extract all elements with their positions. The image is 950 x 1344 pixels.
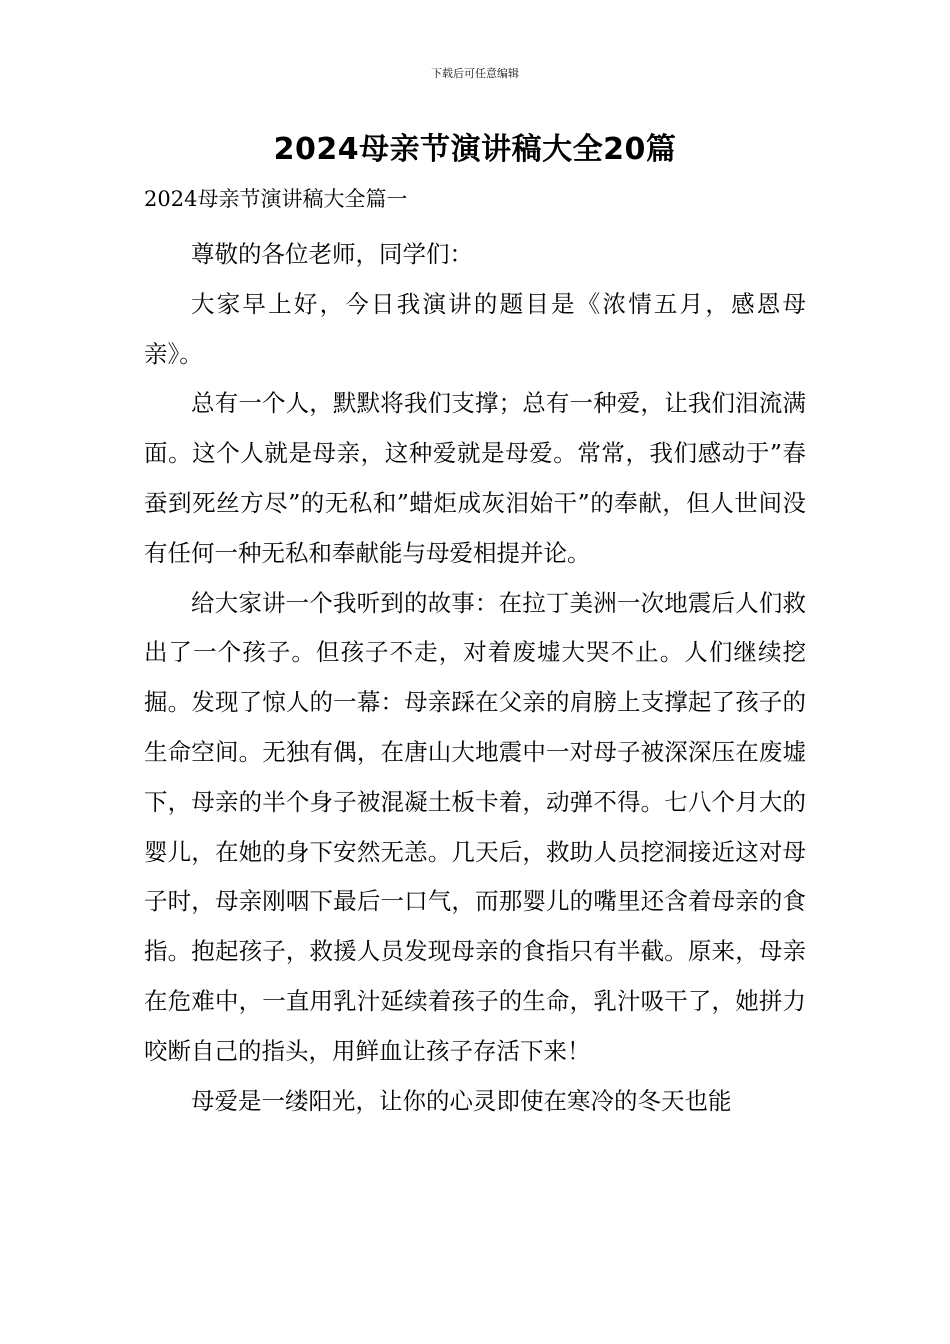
document-body <box>144 230 806 1126</box>
paragraph-greeting: 尊敬的各位老师，同学们： <box>191 240 473 268</box>
paragraph-intro: 大家早上好，今日我演讲的题目是《浓情五月，感恩母亲》。 <box>144 289 806 368</box>
paragraph-mother-love: 总有一个人，默默将我们支撑；总有一种爱，让我们泪流满面。这个人就是母亲，这种爱就是母爱。常常，我们感动于”春蚕到死丝方尽”的无私和”蜡炬成灰泪始干”的奉献，但人世间没有任何一种无私和奉献能与母爱相提并论。 <box>144 389 806 567</box>
paragraph-story: 给大家讲一个我听到的故事：在拉丁美洲一次地震后人们救出了一个孩子。但孩子不走，对着废墟大哭不止。人们继续挖掘。发现了惊人的一幕：母亲踩在父亲的肩膀上支撑起了孩子的生命空间。无独有偶，在唐山大地震中一对母子被深深压在废墟下，母亲的半个身子被混凝土板卡着，动弹不得。七八个月大的婴儿，在她的身下安然无恙。几天后，救助人员挖洞接近这对母子时，母亲刚咽下最后一口气，而那婴儿的嘴里还含着母亲的食指。抱起孩子，救援人员发现母亲的食指只有半截。原来，母亲在危难中，一直用乳汁延续着孩子的生命，乳汁吸干了，她拼力咬断自己的指头，用鲜血让孩子存活下来！ <box>144 588 806 1065</box>
section-heading: 2024母亲节演讲稿大全篇一 <box>144 187 408 211</box>
paragraph-sunshine: 母爱是一缕阳光，让你的心灵即使在寒冷的冬天也能 <box>191 1086 732 1115</box>
header-note: 下载后可任意编辑 <box>431 67 519 80</box>
document-title: 2024母亲节演讲稿大全20篇 <box>273 132 677 167</box>
